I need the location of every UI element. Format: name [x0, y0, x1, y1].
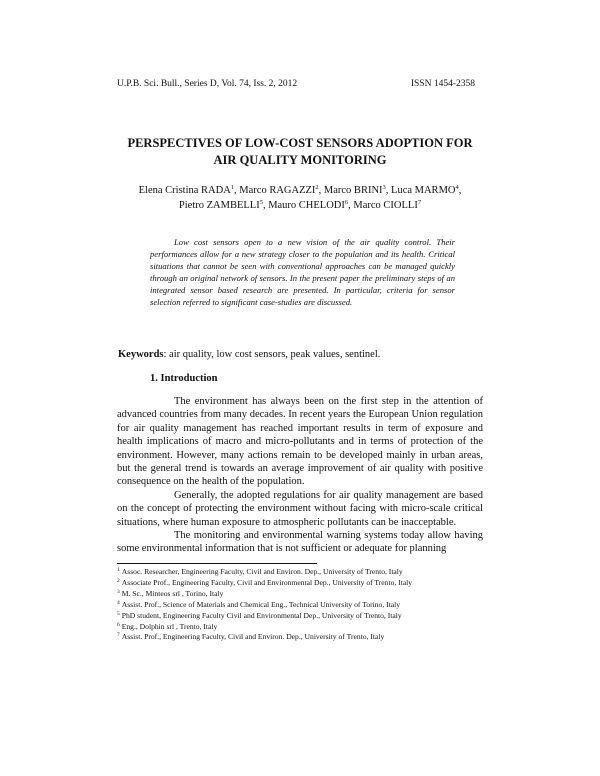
paragraph: Generally, the adopted regulations for air quality management are based on the concept of protecting the environment without facing with micro-scale critical situations, where human exposure to atmospheric pollutants can be inacceptable. [117, 489, 483, 528]
author-list [100, 183, 500, 213]
footnote-text: Assist. Prof., Science of Materials and Chemical Eng., Technical University of Torino, Italy [121, 599, 401, 609]
author-separator: , [318, 185, 324, 196]
footnotes [117, 567, 497, 643]
author-affiliation-mark: 2 [315, 184, 319, 191]
footnote-mark: 7 [117, 632, 120, 639]
footnote-rule [117, 563, 317, 564]
footnote-text: Eng., Dolphin srl , Trento, Italy [121, 621, 218, 631]
section-body [117, 395, 483, 556]
author-name: Pietro ZAMBELLI [178, 200, 260, 211]
author-affiliation-mark: 3 [382, 184, 386, 191]
footnote-text: Assoc. Researcher, Engineering Faculty, Civil and Environ. Dep., University of Trento, Italy [121, 567, 403, 576]
issn: ISSN 1454-2358 [410, 79, 475, 89]
author-affiliation-mark: 1 [230, 184, 235, 191]
author-name: Marco CIOLLI [353, 200, 418, 211]
paragraph: The monitoring and environmental warning systems today allow having some environmental information that is not sufficient or adequate for planning [117, 530, 483, 555]
paragraph: The environment has always been on the first step in the attention of advanced countries from many decades. In recent years the European Union regulation for air quality management has reached important results in term of exposure and health implications of macro and micro-pollutants and in terms of protection of the environment. However, many actions remain to be developed mainly in urban areas, but the general trend is towards an average improvement of air quality with positive consequence on the health of the population. [117, 396, 483, 488]
keywords [118, 349, 488, 360]
footnote [117, 578, 497, 589]
footnote-mark: 4 [117, 599, 120, 606]
keywords-label: Keywords [118, 349, 164, 360]
author-name: Marco RAGAZZI [239, 185, 316, 196]
footnote-mark: 6 [117, 621, 120, 628]
author-separator: , [262, 200, 269, 211]
author-affiliation-mark: 4 [455, 184, 459, 191]
keywords-text: : air quality, low cost sensors, peak values, sentinel. [163, 349, 381, 360]
title-line-2: AIR QUALITY MONITORING [213, 153, 387, 167]
author-separator: , [458, 185, 462, 196]
author-name: Luca MARMO [391, 185, 456, 196]
footnote [117, 567, 497, 578]
footnote-mark: 3 [117, 588, 120, 595]
author-separator: , [385, 185, 392, 196]
journal-citation: U.P.B. Sci. Bull., Series D, Vol. 74, Iss. 2, 2012 [117, 79, 298, 89]
author-name: Elena Cristina RADA [138, 185, 231, 196]
footnote-text: M. Sc., Minteos srl , Torino, Italy [121, 588, 224, 598]
paper-title [100, 135, 500, 169]
footnote-text: PhD student, Engineering Faculty Civil and Environmental Dep., University of Trento, Italy [121, 610, 402, 620]
author-name: Marco BRINI [323, 185, 383, 196]
author-affiliation-mark: 5 [259, 199, 263, 206]
author-name: Mauro CHELODI [268, 200, 345, 211]
author-line-2 [100, 198, 500, 213]
footnote [117, 600, 497, 611]
author-separator: , [348, 200, 354, 211]
footnote-text: Associate Prof., Engineering Faculty, Civil and Environmental Dep., University of Trento, Italy [121, 577, 413, 587]
author-separator: , [234, 185, 240, 196]
footnote [117, 632, 497, 643]
abstract: Low cost sensors open to a new vision of the air quality control. Their performances allow for a new strategy closer to the population and its health. Critical situations that cannot be seen with conventional approaches can be managed quickly through an original network of sensors. In the present paper the preliminary steps of an integrated sensor based research are presented. In particular, criteria for sensor selection referred to significant case-studies are discussed. [150, 237, 455, 307]
footnote-mark: 5 [117, 610, 120, 617]
author-line-1 [100, 183, 500, 198]
footnote-mark: 2 [117, 577, 120, 584]
footnote [117, 611, 497, 622]
section-heading: 1. Introduction [150, 373, 218, 384]
author-affiliation-mark: 7 [417, 199, 422, 206]
footnote-text: Assist. Prof., Engineering Faculty, Civil and Environ. Dep., University of Trento, Italy [121, 632, 385, 642]
footnote [117, 589, 497, 600]
title-line-1: PERSPECTIVES OF LOW-COST SENSORS ADOPTION FOR [127, 136, 473, 150]
author-affiliation-mark: 6 [344, 199, 349, 206]
footnote [117, 622, 497, 633]
footnote-mark: 1 [117, 567, 120, 573]
running-header [117, 79, 475, 89]
